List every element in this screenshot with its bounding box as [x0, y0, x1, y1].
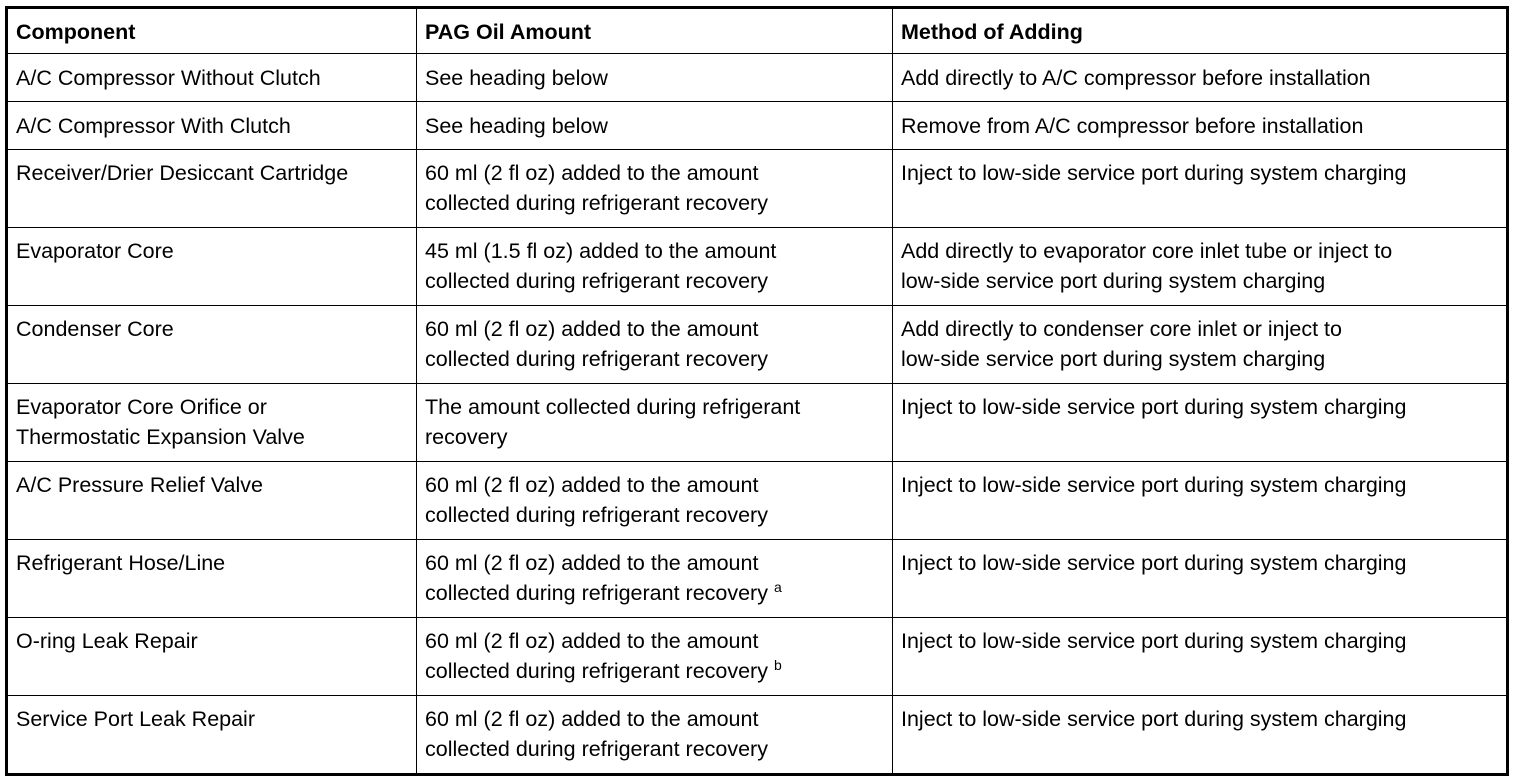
table-row	[7, 696, 1508, 775]
pag-oil-amount-cell-line: collected during refrigerant recovery	[425, 737, 768, 761]
table-row	[7, 462, 1508, 540]
component-cell-line: A/C Pressure Relief Valve	[16, 473, 263, 497]
footnote-marker: b	[773, 657, 782, 673]
header-row	[7, 8, 1508, 54]
method-of-adding-cell-line: Add directly to evaporator core inlet tube or inject to	[901, 239, 1393, 263]
pag-oil-amount-cell-line: 60 ml (2 fl oz) added to the amount	[425, 551, 759, 575]
table-row	[7, 228, 1508, 306]
table-row	[7, 540, 1508, 618]
table-row	[7, 150, 1508, 228]
pag-oil-amount-cell	[417, 228, 893, 306]
component-cell	[7, 696, 417, 775]
table-row	[7, 306, 1508, 384]
component-cell-line: Refrigerant Hose/Line	[16, 551, 226, 575]
pag-oil-amount-cell-line: collected during refrigerant recovery $^a$	[425, 579, 782, 605]
pag-oil-amount-cell-line: See heading below	[425, 114, 608, 138]
component-cell-line: Service Port Leak Repair	[16, 707, 255, 731]
component-cell	[7, 462, 417, 540]
component-cell-line: Evaporator Core Orifice or	[16, 395, 267, 419]
pag-oil-amount-cell-line: The amount collected during refrigerant	[425, 395, 801, 419]
component-cell-line: Receiver/Drier Desiccant Cartridge	[16, 161, 349, 185]
method-of-adding-cell-line: Inject to low-side service port during system charging	[901, 707, 1407, 731]
component-cell	[7, 384, 417, 462]
method-of-adding-cell	[893, 102, 1508, 150]
method-of-adding-cell-line: Inject to low-side service port during system charging	[901, 629, 1407, 653]
component-cell-line: Condenser Core	[16, 317, 174, 341]
method-of-adding-cell	[893, 618, 1508, 696]
pag-oil-amount-cell-line: See heading below	[425, 66, 608, 90]
method-of-adding-cell	[893, 384, 1508, 462]
component-cell-line: A/C Compressor Without Clutch	[16, 66, 321, 90]
method-of-adding-cell	[893, 54, 1508, 102]
pag-oil-amount-cell	[417, 54, 893, 102]
component-cell	[7, 618, 417, 696]
component-cell-line: Thermostatic Expansion Valve	[16, 425, 305, 449]
pag-oil-amount-cell	[417, 696, 893, 775]
pag-oil-amount-cell-line: 60 ml (2 fl oz) added to the amount	[425, 317, 759, 341]
pag-oil-amount-cell	[417, 618, 893, 696]
table-body	[7, 54, 1508, 775]
method-of-adding-cell	[893, 228, 1508, 306]
pag-oil-amount-cell-line: collected during refrigerant recovery $^b$	[425, 657, 782, 683]
pag-oil-amount-cell	[417, 306, 893, 384]
method-of-adding-cell-line: Inject to low-side service port during system charging	[901, 473, 1407, 497]
component-cell-line: O-ring Leak Repair	[16, 629, 198, 653]
component-cell	[7, 102, 417, 150]
method-of-adding-cell	[893, 540, 1508, 618]
method-of-adding-cell	[893, 306, 1508, 384]
table-row	[7, 384, 1508, 462]
method-of-adding-cell-line: low-side service port during system charging	[901, 269, 1326, 293]
pag-oil-amount-cell-line: 60 ml (2 fl oz) added to the amount	[425, 473, 759, 497]
pag-oil-amount-cell	[417, 150, 893, 228]
component-cell	[7, 54, 417, 102]
component-cell-line: Evaporator Core	[16, 239, 174, 263]
component-cell	[7, 540, 417, 618]
component-cell	[7, 306, 417, 384]
pag-oil-amount-cell-line: collected during refrigerant recovery	[425, 503, 768, 527]
pag-oil-amount-cell-line: collected during refrigerant recovery	[425, 347, 768, 371]
pag-oil-amount-cell	[417, 540, 893, 618]
pag-oil-amount-cell-line: 45 ml (1.5 fl oz) added to the amount	[425, 239, 777, 263]
method-of-adding-cell	[893, 696, 1508, 775]
pag-oil-amount-cell-line: 60 ml (2 fl oz) added to the amount	[425, 161, 759, 185]
method-of-adding-cell-line: Remove from A/C compressor before installation	[901, 114, 1364, 138]
method-of-adding-cell-line: Inject to low-side service port during system charging	[901, 161, 1407, 185]
header-pag-oil-amount: PAG Oil Amount	[417, 8, 893, 54]
footnote-marker: a	[773, 579, 782, 595]
table-row	[7, 102, 1508, 150]
method-of-adding-cell-line: Inject to low-side service port during system charging	[901, 551, 1407, 575]
component-cell	[7, 150, 417, 228]
component-cell	[7, 228, 417, 306]
method-of-adding-cell-line: low-side service port during system charging	[901, 347, 1326, 371]
pag-oil-amount-cell-line: collected during refrigerant recovery	[425, 269, 768, 293]
component-cell-line: A/C Compressor With Clutch	[16, 114, 291, 138]
table-row	[7, 618, 1508, 696]
method-of-adding-cell-line: Inject to low-side service port during system charging	[901, 395, 1407, 419]
method-of-adding-cell	[893, 462, 1508, 540]
pag-oil-amount-cell	[417, 462, 893, 540]
pag-oil-amount-cell-line: recovery	[425, 425, 508, 449]
pag-oil-amount-cell-line: collected during refrigerant recovery	[425, 191, 768, 215]
pag-oil-table	[5, 6, 1509, 776]
header-component: Component	[7, 8, 417, 54]
table-row	[7, 54, 1508, 102]
pag-oil-amount-cell	[417, 384, 893, 462]
pag-oil-amount-cell-line: 60 ml (2 fl oz) added to the amount	[425, 707, 759, 731]
method-of-adding-cell-line: Add directly to A/C compressor before installation	[901, 66, 1371, 90]
header-method-of-adding: Method of Adding	[893, 8, 1508, 54]
pag-oil-amount-cell	[417, 102, 893, 150]
method-of-adding-cell	[893, 150, 1508, 228]
pag-oil-amount-cell-line: 60 ml (2 fl oz) added to the amount	[425, 629, 759, 653]
method-of-adding-cell-line: Add directly to condenser core inlet or inject to	[901, 317, 1342, 341]
